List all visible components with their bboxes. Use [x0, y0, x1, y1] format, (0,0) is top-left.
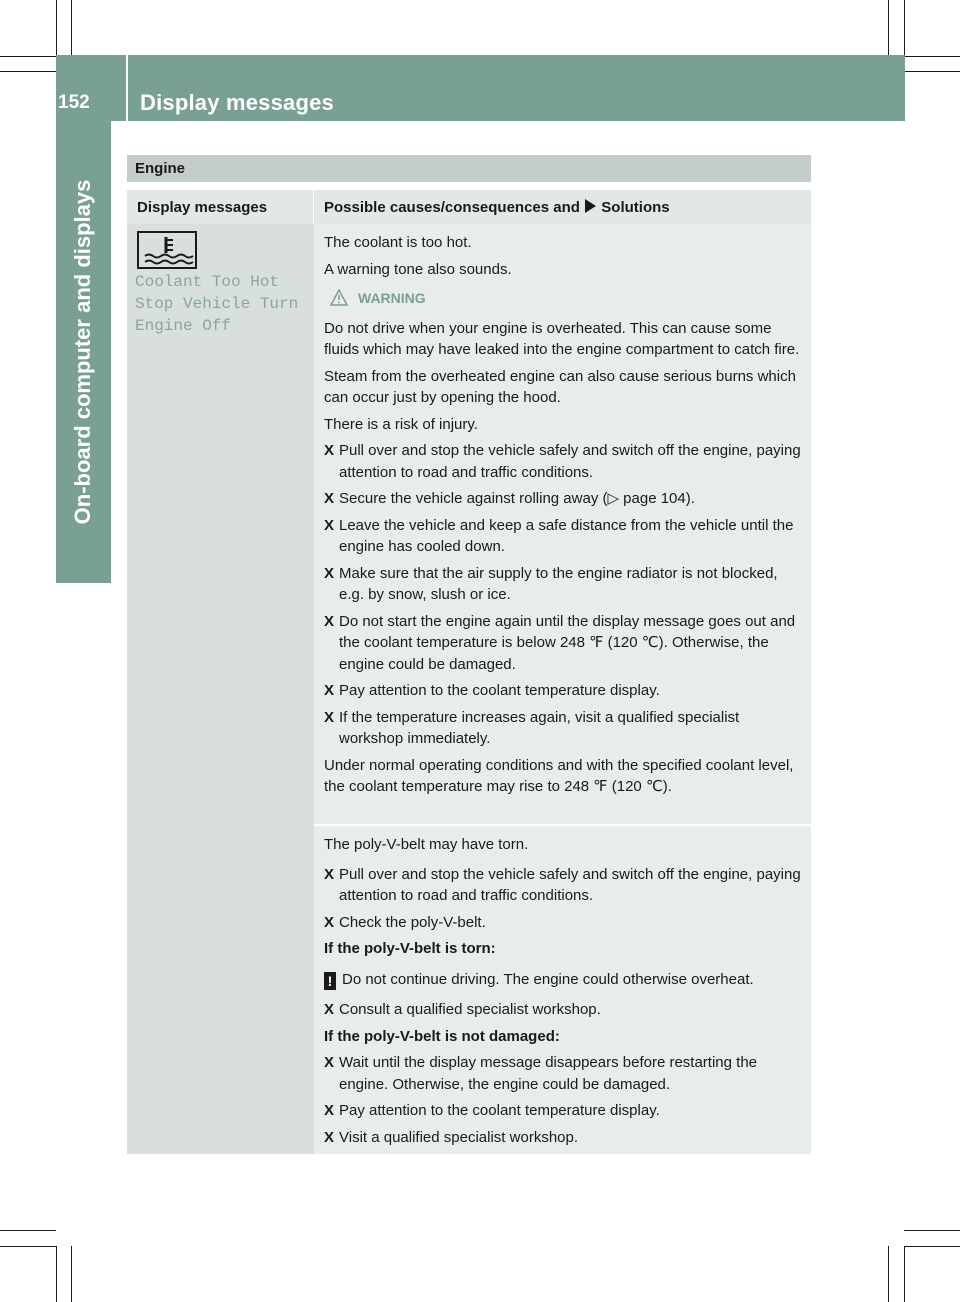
- notice-text: Do not continue driving. The engine could otherwise overheat.: [342, 970, 754, 988]
- solution-arrow-icon: [584, 199, 597, 213]
- crop-mark: [904, 1246, 960, 1247]
- display-message-line: Stop Vehicle Turn: [135, 295, 299, 313]
- display-message-column: [127, 224, 314, 1154]
- instruction-step: [324, 488, 806, 510]
- warning-label: WARNING: [358, 290, 426, 306]
- crop-mark: [904, 1246, 905, 1302]
- table-section-title: [127, 155, 811, 182]
- step-marker: X: [324, 865, 335, 883]
- step-marker: X: [324, 682, 335, 699]
- page-title: Display messages: [140, 90, 334, 115]
- step-marker: X: [324, 490, 335, 507]
- instruction-step: [324, 563, 806, 606]
- step-marker: X: [324, 612, 335, 630]
- step-text: Wait until the display message disappears before restarting the engine. Otherwise, the engine could be damaged.: [339, 1054, 758, 1093]
- subheading: If the poly-V-belt is torn:: [324, 940, 496, 957]
- instruction-step: [324, 864, 806, 907]
- row1-content: [324, 232, 806, 803]
- chapter-label: On-board computer and displays: [70, 179, 95, 525]
- instruction-step: [324, 515, 806, 558]
- paragraph: Under normal operating conditions and with the specified coolant level, the coolant temperature may rise to 248 ℉ (120 ℃).: [324, 756, 794, 795]
- crop-mark: [904, 1230, 960, 1231]
- column-header-causes-suffix: Solutions: [601, 199, 670, 216]
- paragraph: A warning tone also sounds.: [324, 260, 512, 278]
- crop-mark: [56, 1246, 57, 1302]
- section-title-text: Engine: [135, 160, 186, 177]
- step-text: Pay attention to the coolant temperature display.: [339, 1102, 660, 1119]
- step-text: Visit a qualified specialist workshop.: [339, 1128, 579, 1146]
- step-text: Pull over and stop the vehicle safely and switch off the engine, paying attention to road and traffic conditions.: [339, 865, 801, 904]
- instruction-step: [324, 999, 806, 1021]
- step-marker: X: [324, 442, 335, 459]
- instruction-step: [324, 1100, 806, 1122]
- crop-mark: [71, 0, 72, 56]
- crop-mark: [71, 1246, 72, 1302]
- step-marker: X: [324, 913, 335, 931]
- column-header-causes: [314, 190, 811, 224]
- page-number: 152: [58, 92, 90, 113]
- column-header-causes-text: [324, 199, 670, 216]
- crop-mark: [0, 71, 56, 72]
- warning-triangle-icon: [330, 289, 348, 306]
- crop-mark: [888, 0, 889, 56]
- step-marker: X: [324, 1054, 335, 1071]
- step-text: Pay attention to the coolant temperature display.: [339, 682, 660, 699]
- step-marker: X: [324, 516, 335, 534]
- crop-mark: [0, 1246, 56, 1247]
- instruction-step: [324, 611, 806, 676]
- crop-mark: [0, 1230, 56, 1231]
- notice-icon: !: [324, 972, 336, 990]
- step-text: Do not start the engine again until the display message goes out and the coolant temperature is below 248 ℉ (120 ℃). Otherwise, the engine could be damaged.: [339, 612, 796, 673]
- step-text: Check the poly-V-belt.: [339, 913, 486, 931]
- step-marker: X: [324, 1001, 335, 1018]
- warning-text: Do not drive when your engine is overheated. This can cause some fluids which may have leaked into the engine compartment to catch fire.: [324, 319, 800, 358]
- paragraph: The poly-V-belt may have torn.: [324, 836, 529, 853]
- instruction-step: [324, 680, 806, 702]
- paragraph: The coolant is too hot.: [324, 234, 472, 251]
- display-message-line: Engine Off: [135, 317, 232, 335]
- instruction-step: [324, 912, 806, 934]
- instruction-step: [324, 707, 806, 750]
- crop-mark: [0, 56, 56, 57]
- step-text: Make sure that the air supply to the engine radiator is not blocked, e.g. by snow, slush or ice.: [339, 564, 778, 603]
- crop-mark: [888, 1246, 889, 1302]
- step-marker: X: [324, 1128, 335, 1146]
- column-header-causes-prefix: Possible causes/consequences and: [324, 199, 580, 216]
- step-text: Pull over and stop the vehicle safely and switch off the engine, paying attention to road and traffic conditions.: [339, 442, 801, 481]
- header-separator: [126, 55, 128, 121]
- display-message-line: Coolant Too Hot: [135, 273, 280, 291]
- notice: [324, 969, 806, 991]
- crop-mark: [904, 0, 905, 56]
- instruction-step: [324, 1127, 806, 1149]
- warning-text: There is a risk of injury.: [324, 415, 478, 433]
- crop-mark: [56, 0, 57, 56]
- step-text: Leave the vehicle and keep a safe distance from the vehicle until the engine has cooled down.: [339, 516, 794, 555]
- instruction-step: [324, 440, 806, 483]
- step-text: If the temperature increases again, visit a qualified specialist workshop immediately.: [339, 708, 740, 747]
- warning-text: Steam from the overheated engine can also cause serious burns which can occur just by opening the hood.: [324, 367, 796, 406]
- step-text: Consult a qualified specialist workshop.: [339, 1001, 601, 1018]
- warning-heading: [328, 288, 806, 310]
- column-header-display-text: Display messages: [137, 199, 268, 216]
- step-marker: X: [324, 708, 335, 726]
- crop-mark: [904, 56, 960, 57]
- coolant-temperature-icon: [137, 231, 197, 274]
- subheading: If the poly-V-belt is not damaged:: [324, 1027, 560, 1045]
- step-text: Secure the vehicle against rolling away (▷ page 104).: [339, 490, 695, 507]
- column-header-display: [127, 190, 313, 224]
- instruction-step: [324, 1052, 806, 1095]
- display-message-text: [135, 271, 298, 337]
- step-marker: X: [324, 1102, 335, 1119]
- crop-mark: [904, 71, 960, 72]
- row2-content: [324, 834, 806, 1153]
- step-marker: X: [324, 564, 335, 582]
